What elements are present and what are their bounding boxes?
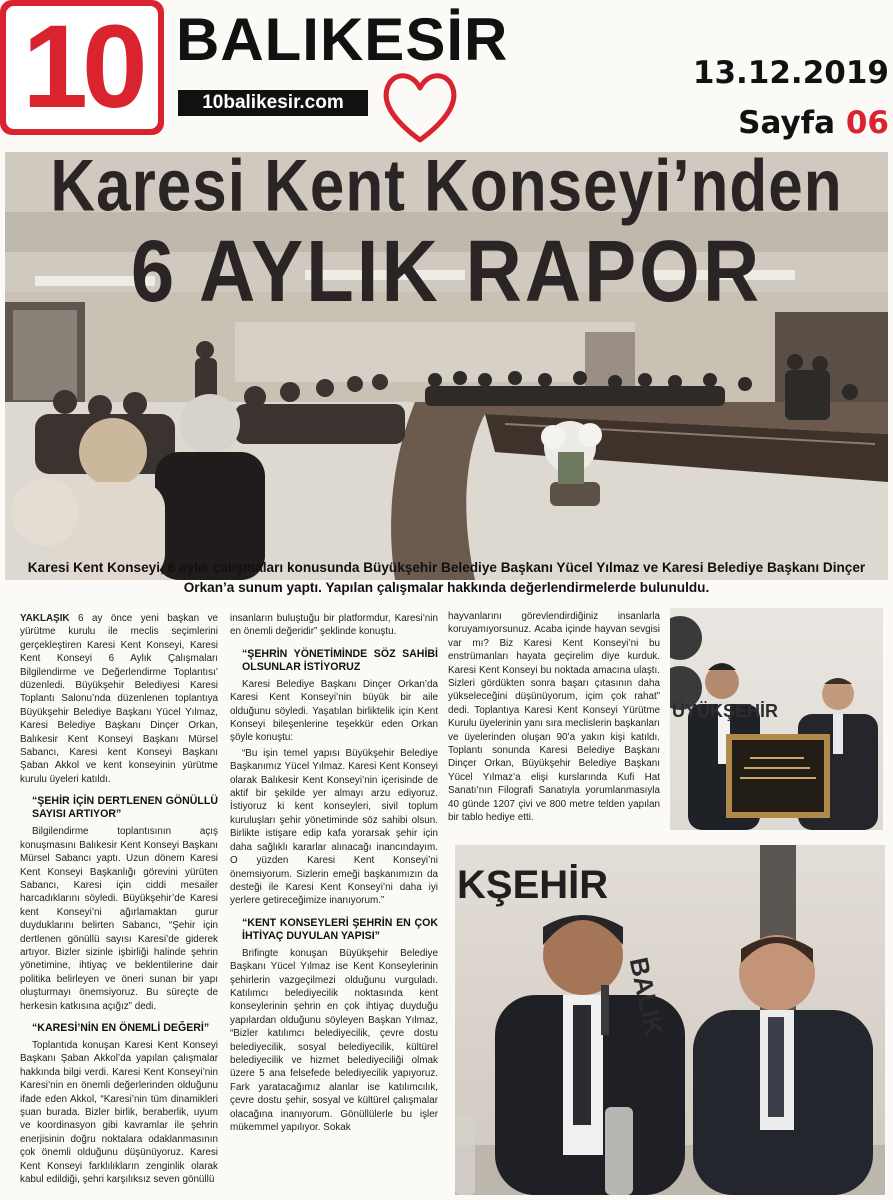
subheading: “ŞEHİR İÇİN DERTLENEN GÖNÜLLÜ SAYISI ARTIYOR” (32, 795, 218, 821)
page-indicator (738, 105, 889, 141)
paragraph: Toplantıda konuşan Karesi Kent Konseyi Başkanı Şaban Akkol’da yapılan çalışmalar hakkında bilgi verdi. Karesi Kent Konseyi’nin Karesi’nin en önemli değerlerinden olduğunu ifade eden Akkol, “Karesi’nin tüm dinamikleri şuan burada. Bizler birlik, beraberlik, uyum ve koordinasyon gibi kavramlar ile şehrin enerjisinin doğru noktalara odaklanmasının çok önemli olduğunu düşünüyoruz. Karesi Kent Konseyi farklılıkların zenginlik olarak kabul edildiği, şehri karşılıksız seven gönüllü (20, 1039, 218, 1186)
page-label: Sayfa (738, 105, 836, 141)
main-photo (5, 152, 888, 580)
paragraph: hayvanlarını görevlendirdiğiniz insanlarla koruyamıyorsunuz. Acaba içinde hayvan sevgisi var mı? Biz Karesi Kent Konseyi’ni bu enstrümanları hayata geçirelim diye kurduk. Karesi Kent Konseyi bu noktada amacına ulaştı. Sizleri gördükten sonra başarı çıtasının daha yükseleceğini düşünüyorum, içim çok rahat” dedi. Toplantıya Karesi Kent Konseyi Yürütme Kurulu üyelerinin yanı sıra meclislerin başkanları ve üyelerinden oluşan 90’a yakın kişi katıldı. Toplantı sonunda Karesi Belediye Başkanı Dinçer Orkan, Büyükşehir Belediye Başkanı Yücel Yılmaz’a elişi kurslarında Kufi Hat Sanatı’nın Filografi Sanatıyla yorumlanmasıyla 40 günde 1207 çivi ve 800 metre telden yapılan bir tablo hediye etti. (448, 611, 660, 824)
headline-line2: 6 AYLIK RAPOR (130, 221, 763, 321)
issue-date: 13.12.2019 (692, 55, 889, 91)
subheading: “KARESİ’NİN EN ÖNEMLİ DEĞERİ” (32, 1021, 210, 1034)
wall-sign: BALIK (623, 954, 670, 1039)
paragraph-text: 6 ay önce yeni başkan ve yürütme kurulu ile meclis seçimlerini gerçekleştiren Karesi Kent Konseyi, Karesi Kent Konseyi 6 Aylık Çalışmaları Bilgilendirme ve Değerlendirme Toplantısı’ düzenledi. Büyükşehir Belediyesi Karesi Toplantı Salonu’nda düzenlenen toplantıya Büyükşehir Belediye Başkanı Yücel Yılmaz, Karesi Belediye Başkanı Dinçer Orkan, Balıkesir Kent Konseyi Başkanı Mürsel Sabancı, Karesi kent Konseyi Başkanı Şaban Akkol ve kent konseyinin yürütme kurulu üyeleri katıldı. (20, 613, 218, 785)
logo-number: 10 (6, 6, 158, 129)
heart-icon (380, 60, 460, 146)
officials-photo (455, 845, 885, 1195)
page-number: 06 (845, 105, 889, 141)
paragraph: “Bu işin temel yapısı Büyükşehir Belediye Başkanımız Yücel Yılmaz. Karesi Kent Konseyi olarak Balıkesir Kent Konseyi’nin içerisinde de aktif bir şekilde yer almayı arzu ediyoruz. İstiyoruz ki kent konseyleri, sivil toplum kuruluşları şehir yönetiminde söz sahibi olsun. Birlikte istişare edip kafa yorarsak şehir için daha sağlıklı kararlar alınacağı inancındayım. O yüzden Karesi Kent Konseyi’ni önemsiyorum. Sizlerin emeği başkanımızın da desteği ile Karesi Kent Konseyi’ni daha iyi yerlere getireceğimize inanıyorum.” (230, 747, 438, 907)
subheading: “ŞEHRİN YÖNETİMİNDE SÖZ SAHİBİ OLSUNLAR İSTİYORUZ (242, 647, 438, 673)
wall-sign: KŞEHİR (457, 863, 609, 907)
article-column-3 (448, 610, 660, 827)
newspaper-logo (0, 0, 164, 135)
photo-caption: Karesi Kent Konseyi, 6 aylık çalışmaları konusunda Büyükşehir Belediye Başkanı Yücel Yılmaz ve Karesi Belediye Başkanı Dinçer Orkan’a sunum yaptı. Yapılan çalışmalar hakkında değerlendirmelerde bulunuldu. (27, 560, 866, 595)
gift-presentation-photo (670, 608, 883, 830)
website-label: 10balikesir.com (178, 90, 368, 116)
headline-line1: Karesi Kent Konseyi’nden (50, 152, 843, 228)
article-column-2 (230, 612, 438, 1136)
lead-word: YAKLAŞIK (20, 613, 70, 624)
paragraph (20, 612, 218, 786)
paragraph: Karesi Belediye Başkanı Dinçer Orkan’da Karesi Kent Konseyi’nin büyük bir aile olduğunu söyledi. Yaşatılan birliktelik için Kent Konseyi bileşenlerine teşekkür eden Orkan şöyle konuştu: (230, 678, 438, 744)
wall-sign: ÜYÜKŞEHİR (672, 701, 779, 721)
paragraph: Brifingte konuşan Büyükşehir Belediye Başkanı Yücel Yılmaz ise Kent Konseylerinin şehirlerin vazgeçilmezi olduğunu vurguladı. Katılımcı belediyecilik noktasında kent konseylerinin şehrin en çok ihtiyaç duyduğu yapılardan olduğunu söyleyen Başkan Yılmaz, “Bizler katılımcı belediyecilik, çevre dostu belediyecilik, sosyal belediyecilik, kültürel belediyecilik ve hizmet belediyeciliği olmak üzere 5 ana felsefede belediyecilik yapıyoruz. Fark yaratacağımız alanlar ise katılımcılık, çevre dostu şehir, sosyal ve kültürel çalışmalar olacağına inanıyorum. Gönüllülerle bu işler mükemmel yapılıyor. Sokak (230, 947, 438, 1133)
brand-name: BALIKESİR (176, 6, 509, 73)
article-column-1 (20, 612, 218, 1188)
subheading: “KENT KONSEYLERİ ŞEHRİN EN ÇOK İHTİYAÇ DUYULAN YAPISI” (242, 916, 438, 942)
paragraph: insanların buluştuğu bir platformdur, Karesi’nin en önemli değeridir” şeklinde konuştu. (230, 613, 438, 638)
paragraph: Bilgilendirme toplantısının açış konuşmasını Balıkesir Kent Konseyi Başkanı Mürsel Sabancı yaptı. Uzun dönem Karesi Kent Konseyi Başkanlığı görevini yürüten Sabancı, Karesi için ciddi mesailer harcadıklarını söyledi. Büyükşehir’de Karesi kent Konseyi’ni ağırlamaktan gurur duyduklarını belirten Sabancı, “Şehir için dertlenen gönüllü sayısı Karesi’de giderek artıyor. Bizler sizinle işbirliği halinde şehrin yönetimine, ihtiyaç ve beklentilerine dair politika belirleyen ve öneri sunan bir yapı oluşturmayı önemsiyoruz. Bu süreçte de herkesin katkısına açığız” dedi. (20, 826, 218, 1012)
